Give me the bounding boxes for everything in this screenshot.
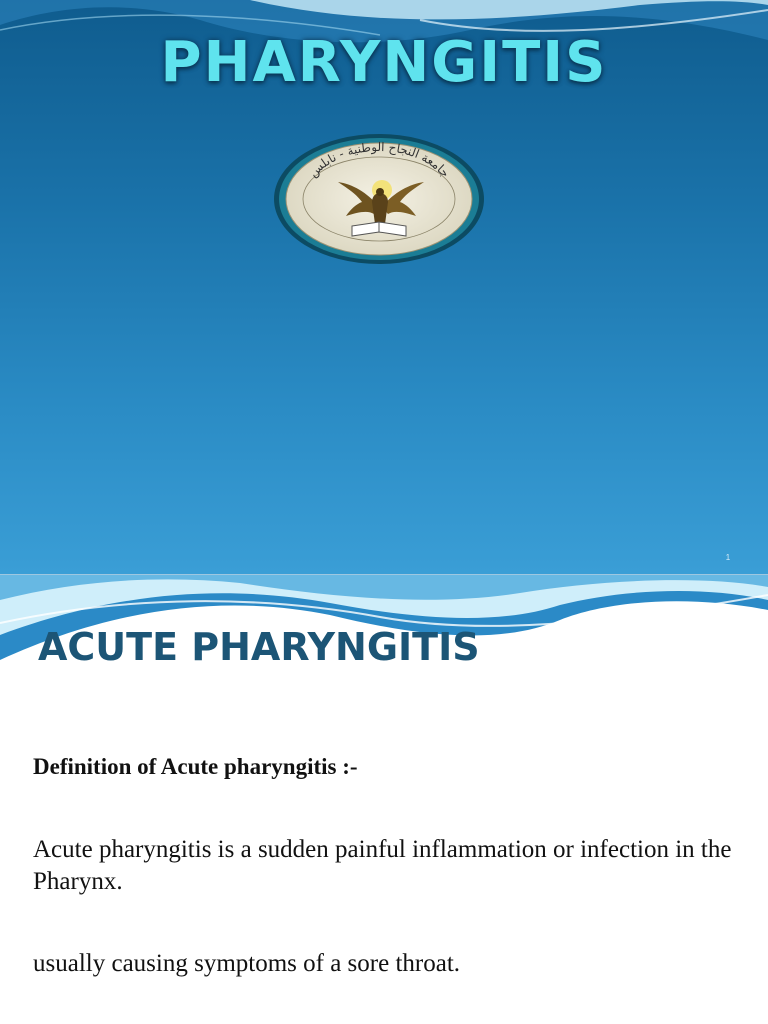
slide-1-title: PHARYNGITIS: [160, 30, 608, 95]
seal-icon: [272, 132, 486, 266]
definition-paragraph: Acute pharyngitis is a sudden painful inflammation or infection in the Pharynx.: [33, 836, 732, 895]
slide-2-title: ACUTE PHARYNGITIS: [38, 625, 480, 669]
university-seal: [272, 132, 486, 266]
slide-2: [0, 575, 768, 1024]
slide-number: 1: [725, 553, 731, 562]
definition-heading: Definition of Acute pharyngitis :-: [33, 754, 358, 779]
seal-lettering: جامعة النجاح الوطنية - نابلس: [305, 139, 453, 181]
symptom-paragraph: usually causing symptoms of a sore throat.: [33, 950, 461, 977]
